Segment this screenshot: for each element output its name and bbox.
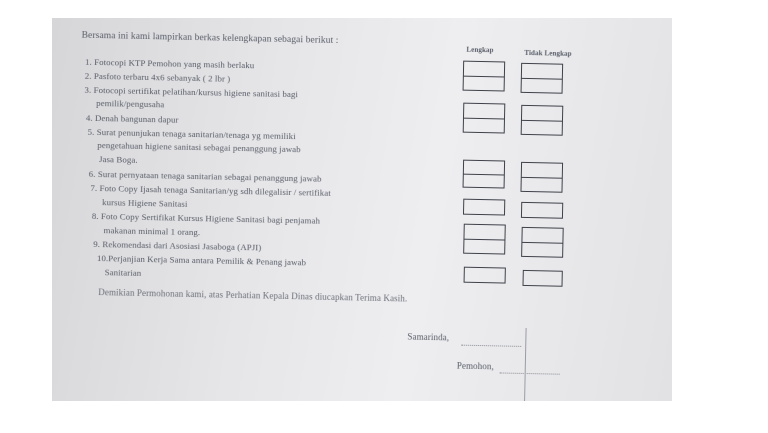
list-item-continuation: makanan minimal 1 orang. bbox=[103, 225, 201, 238]
box-divider bbox=[464, 76, 504, 78]
checkbox-tidak-lengkap[interactable] bbox=[522, 270, 562, 287]
fold-crease bbox=[524, 328, 527, 401]
list-item: 8. Foto Copy Sertifikat Kursus Higiene Sanitasi bagi penjamah bbox=[91, 210, 321, 226]
checkbox-tidak-lengkap[interactable] bbox=[521, 227, 564, 258]
checkbox-lengkap[interactable] bbox=[464, 267, 506, 284]
box-divider bbox=[522, 78, 562, 80]
dotted-line bbox=[500, 372, 560, 374]
signer-role-label: Pemohon, bbox=[456, 360, 494, 372]
place-label: Samarinda, bbox=[407, 331, 450, 343]
list-item-continuation: pengetahuan higiene sanitasi sebagai penanggung jawab bbox=[97, 139, 301, 155]
checkbox-tidak-lengkap[interactable] bbox=[521, 63, 564, 94]
list-item: 5. Surat penunjukan tenaga sanitarian/tenaga yg memiliki bbox=[87, 126, 296, 142]
document-page bbox=[52, 18, 672, 401]
box-divider bbox=[464, 174, 504, 176]
list-item-continuation: pemilik/pengusaha bbox=[96, 97, 165, 110]
checkbox-lengkap[interactable] bbox=[463, 224, 506, 255]
document-photo bbox=[52, 18, 672, 401]
dotted-line bbox=[461, 345, 521, 347]
list-item-continuation: kursus Higiene Sanitasi bbox=[102, 197, 188, 209]
checkbox-tidak-lengkap[interactable] bbox=[520, 162, 563, 193]
box-divider bbox=[522, 242, 562, 244]
list-item: 3. Fotocopi sertifikat pelatihan/kursus higiene sanitasi bagi bbox=[84, 84, 299, 100]
checkbox-tidak-lengkap[interactable] bbox=[521, 202, 563, 219]
box-divider bbox=[522, 120, 562, 122]
closing-text: Demikian Permohonan kami, atas Perhatian Kepala Dinas diucapkan Terima Kasih. bbox=[98, 287, 408, 304]
box-divider bbox=[464, 239, 504, 241]
list-item: 10.Perjanjian Kerja Sama antara Pemilik & Penang jawab bbox=[96, 252, 307, 268]
list-item: 2. Pasfoto terbaru 4x6 sebanyak ( 2 lbr ) bbox=[84, 70, 231, 84]
list-item: 4. Denah bangunan dapur bbox=[85, 112, 179, 125]
checkbox-lengkap[interactable] bbox=[463, 199, 505, 216]
list-item: 9. Rekomendasi dari Asosiasi Jasaboga (APJI) bbox=[93, 238, 262, 253]
checkbox-lengkap[interactable] bbox=[463, 103, 506, 134]
checkbox-tidak-lengkap[interactable] bbox=[521, 105, 564, 136]
box-divider bbox=[522, 177, 562, 179]
list-item-continuation: Sanitarian bbox=[104, 267, 142, 278]
list-item-continuation: Jasa Boga. bbox=[98, 154, 138, 165]
list-item: 1. Fotocopi KTP Pemohon yang masih berlaku bbox=[84, 56, 255, 71]
box-divider bbox=[464, 118, 504, 120]
list-item: 6. Surat pernyataan tenaga sanitarian sebagai penanggung jawab bbox=[88, 168, 322, 184]
checkbox-lengkap[interactable] bbox=[463, 61, 506, 92]
checkbox-lengkap[interactable] bbox=[463, 160, 506, 189]
list-item: 7. Foto Copy Ijasah tenaga Sanitarian/yg sdh dilegalisir / sertifikat bbox=[90, 182, 331, 198]
intro-text: Bersama ini kami lampirkan berkas kelengkapan sebagai berikut : bbox=[81, 30, 339, 47]
column-header-lengkap: Lengkap bbox=[466, 45, 494, 55]
column-header-tidak-lengkap: Tidak Lengkap bbox=[524, 48, 572, 58]
